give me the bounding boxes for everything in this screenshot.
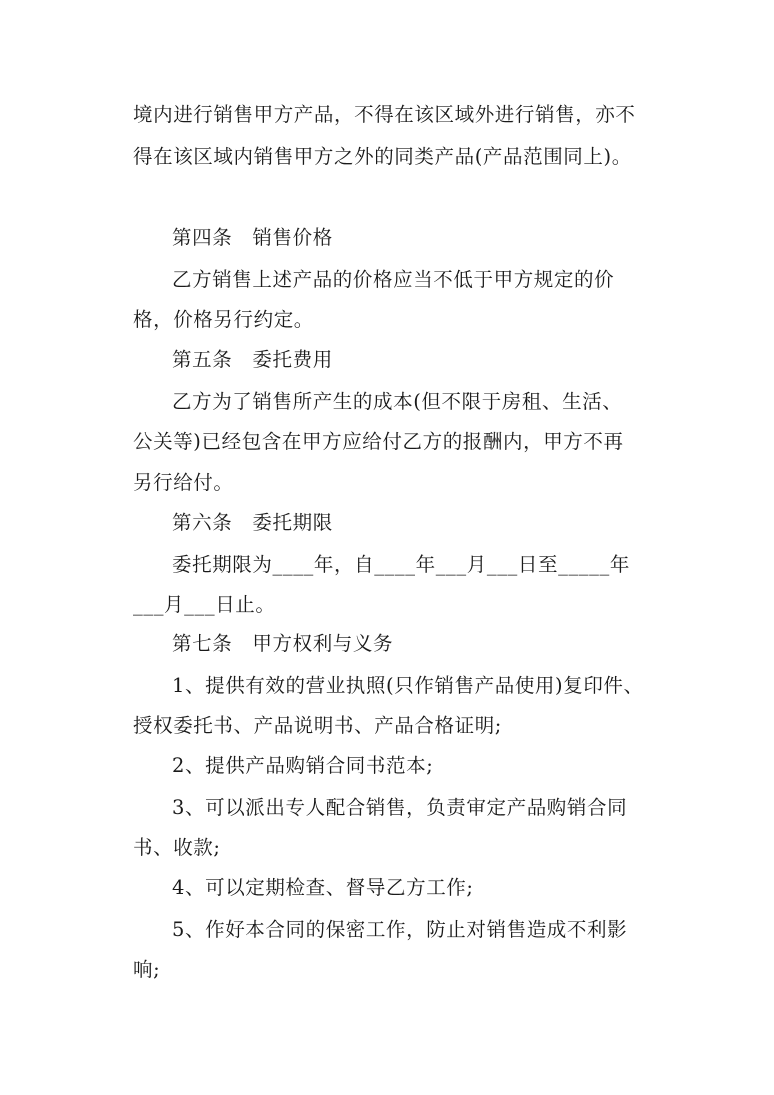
paragraph-line: 格，价格另行约定。: [133, 308, 314, 331]
list-item-line: 3、可以派出专人配合销售，负责审定产品购销合同: [172, 796, 628, 819]
paragraph-line: 另行给付。: [133, 471, 234, 494]
paragraph-line: ___月___日止。: [133, 593, 276, 616]
paragraph-line: 得在该区域内销售甲方之外的同类产品(产品范围同上)。: [133, 145, 632, 168]
paragraph-line: 委托期限为____年，自____年___月___日至_____年: [172, 553, 630, 576]
list-item-line: 2、提供产品购销合同书范本;: [172, 754, 434, 777]
list-item-line: 5、作好本合同的保密工作，防止对销售造成不利影: [172, 918, 628, 941]
list-item-line: 响;: [133, 958, 161, 981]
section-heading-article-7: 第七条 甲方权利与义务: [172, 632, 394, 655]
paragraph-line: 公关等)已经包含在甲方应给付乙方的报酬内，甲方不再: [133, 430, 624, 453]
paragraph-line: 乙方销售上述产品的价格应当不低于甲方规定的价: [172, 268, 615, 291]
section-heading-article-4: 第四条 销售价格: [172, 226, 333, 249]
section-heading-article-6: 第六条 委托期限: [172, 511, 333, 534]
section-heading-article-5: 第五条 委托费用: [172, 348, 333, 371]
list-item-line: 1、提供有效的营业执照(只作销售产品使用)复印件、: [172, 674, 644, 697]
list-item-line: 4、可以定期检查、督导乙方工作;: [172, 876, 474, 899]
list-item-line: 书、收款;: [133, 836, 221, 859]
paragraph-line: 乙方为了销售所产生的成本(但不限于房租、生活、: [172, 390, 623, 413]
list-item-line: 授权委托书、产品说明书、产品合格证明;: [133, 714, 502, 737]
paragraph-line: 境内进行销售甲方产品，不得在该区域外进行销售，亦不: [133, 103, 636, 126]
